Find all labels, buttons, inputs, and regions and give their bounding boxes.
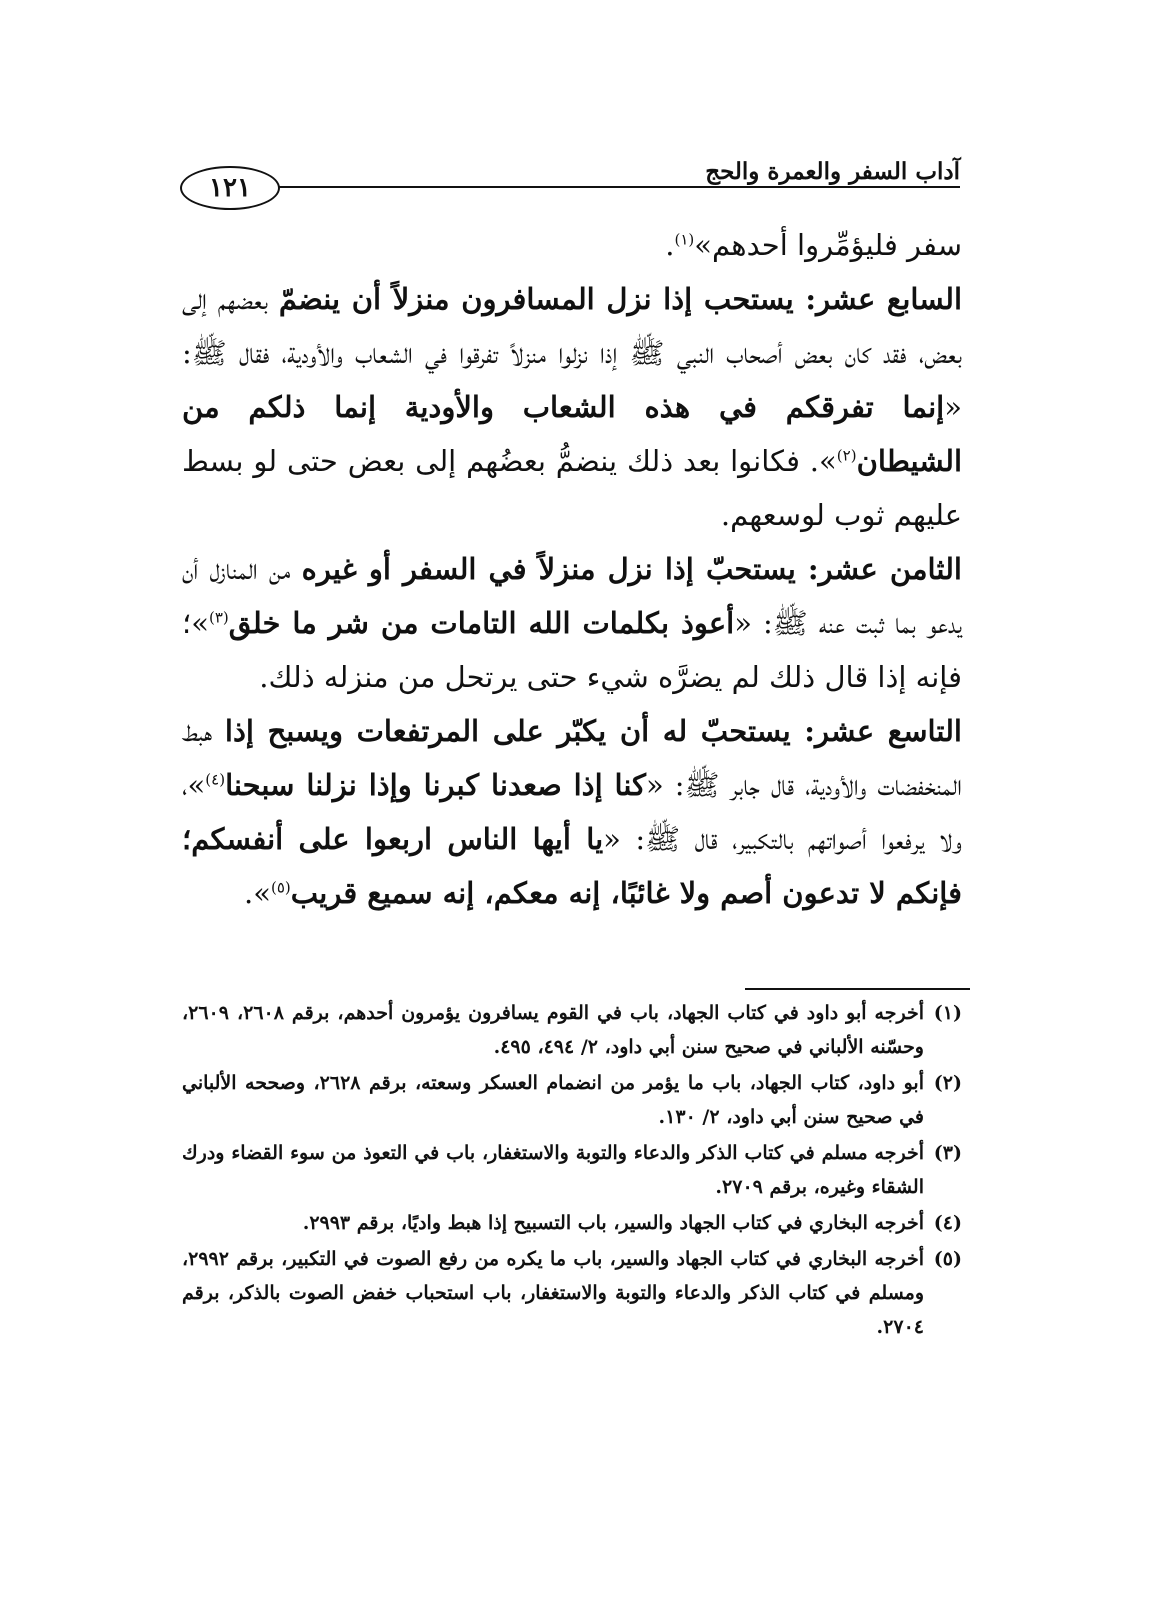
footnote [182, 1206, 962, 1240]
footnote [182, 996, 962, 1064]
paragraph-tail: ». [244, 876, 271, 910]
footnote-number: (١) [933, 1002, 962, 1024]
footnote [182, 1136, 962, 1204]
page-header [180, 160, 960, 210]
paragraph-tail: »؛ فإنه إذا قال ذلك لم يضرَّه شيء حتى يرتحل من منزله ذلك. [182, 606, 962, 694]
paragraph-tail: ». فكانوا بعد ذلك ينضمُّ بعضُهم إلى بعض حتى لو بسط عليهم ثوب لوسعهم. [182, 444, 962, 532]
paragraph-text: سفر فليؤمِّروا أحدهم» [694, 228, 962, 262]
footnote [182, 1242, 962, 1344]
running-title: آداب السفر والعمرة والحج [705, 158, 960, 185]
paragraph-text: بعضهم إلى بعض، فقد كان بعض أصحاب النبي ﷺ إذا نزلوا منزلاً تفرقوا في الشعاب والأودية، فقال ﷺ: « [182, 282, 962, 424]
rule-heading: السابع عشر: يستحب إذا نزل المسافرون منزلاً أن ينضمّ [278, 282, 963, 316]
footnotes [182, 996, 962, 1346]
footnote-text: أخرجه أبو داود في كتاب الجهاد، باب في القوم يسافرون يؤمرون أحدهم، برقم ٢٦٠٨، ٢٦٠٩، وحسّنه الألباني في صحيح سنن أبي داود، ٢/ ٤٩٤، ٤٩٥. [182, 1002, 924, 1058]
footnote-number: (٤) [933, 1212, 962, 1234]
footnote-ref: (٥) [270, 878, 291, 897]
footnote-text: أخرجه مسلم في كتاب الذكر والدعاء والتوبة والاستغفار، باب في التعوذ من سوء القضاء ودرك الشقاء وغيره، برقم ٢٧٠٩. [182, 1142, 924, 1198]
footnote-number: (٢) [933, 1072, 962, 1094]
footnote-ref: (٣) [208, 608, 229, 627]
paragraph [182, 272, 962, 542]
paragraph-text: من المنازل أن يدعو بما ثبت عنه ﷺ: « [182, 552, 963, 640]
footnote-ref: (١) [674, 230, 695, 249]
footnote-text: أخرجه البخاري في كتاب الجهاد والسير، باب التسبيح إذا هبط واديًا، برقم ٢٩٩٣. [302, 1212, 924, 1234]
footnote-ref: (٤) [205, 770, 226, 789]
paragraph [182, 218, 962, 272]
header-rule [250, 186, 960, 188]
paragraph-tail: »، ولا يرفعوا أصواتهم بالتكبير، قال ﷺ: « [182, 768, 963, 856]
rule-heading: التاسع عشر: يستحبّ له أن يكبّر على المرتفعات ويسبح إذا [224, 714, 962, 748]
hadith-quote: أعوذ بكلمات الله التامات من شر ما خلق [228, 606, 735, 640]
hadith-quote: كنا إذا صعدنا كبرنا وإذا نزلنا سبحنا [225, 768, 646, 802]
footnote-ref: (٢) [836, 446, 857, 465]
footnote-number: (٥) [933, 1248, 962, 1270]
footnote-text: أخرجه البخاري في كتاب الجهاد والسير، باب ما يكره من رفع الصوت في التكبير، برقم ٢٩٩٢، ومسلم في كتاب الذكر والدعاء والتوبة والاستغفار، باب استحباب خفض الصوت بالذكر، برقم ٢٧٠٤. [182, 1248, 924, 1338]
paragraph [182, 704, 962, 920]
paragraph-tail: . [665, 228, 675, 262]
paragraph [182, 542, 962, 704]
page-number-badge: ١٢١ [180, 166, 280, 210]
main-text [182, 218, 962, 920]
rule-heading: الثامن عشر: يستحبّ إذا نزل منزلاً في السفر أو غيره [301, 552, 962, 586]
footnote-text: أبو داود، كتاب الجهاد، باب ما يؤمر من انضمام العسكر وسعته، برقم ٢٦٢٨، وصححه الألباني في صحيح سنن أبي داود، ٢/ ١٣٠. [182, 1072, 924, 1128]
hadith-quote: يا أيها الناس اربعوا على أنفسكم؛ فإنكم لا تدعون أصم ولا غائبًا، إنه معكم، إنه سميع قريب [182, 822, 962, 910]
paragraph-text: هبط المنخفضات والأودية، قال جابر ﷺ: « [182, 714, 962, 802]
footnote-number: (٣) [933, 1142, 962, 1164]
footnote [182, 1066, 962, 1134]
hadith-quote: إنما تفرقكم في هذه الشعاب والأودية إنما ذلكم من الشيطان [182, 390, 962, 478]
footnote-separator [745, 988, 970, 990]
